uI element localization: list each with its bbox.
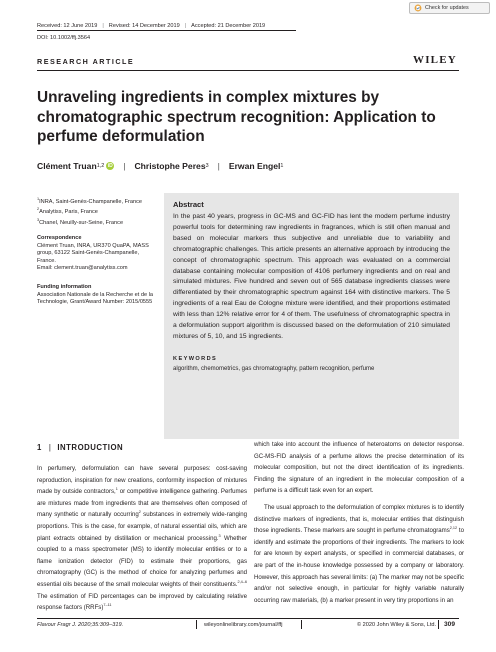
revised-date: Revised: 14 December 2019 (108, 23, 180, 29)
body-paragraph: which take into account the influence of heteroatoms on detector response. GC-MS-FID analysis of a perfume allows the precise determination of its molecular composition, but not the direct identification of its ingredients. Finding the signature of an ingredient in the molecular composition of a perfume is a difficult task even for an expert. (254, 441, 464, 495)
publisher-logo: WILEY (413, 54, 457, 66)
citation-link[interactable]: 7–11 (103, 603, 112, 608)
author-name[interactable]: Christophe Peres (134, 161, 206, 171)
footer-divider (438, 620, 439, 629)
keywords-heading: KEYWORDS (173, 355, 218, 362)
funding-heading: Funding information (37, 284, 92, 290)
journal-url-link[interactable]: wileyonlinelibrary.com/journal/ffj (204, 622, 283, 628)
body-column-left (37, 463, 247, 614)
footer-rule (37, 618, 459, 619)
accepted-date: Accepted: 21 December 2019 (191, 23, 266, 29)
article-dates (37, 23, 265, 29)
author-affiliation-sup: 1,2 (96, 163, 105, 169)
body-paragraph: The usual approach to the deformulation of complex mixtures is to identify distinctive markers of ingredients, that is, molecular entities that distinguish those ingredients. These markers are sought in perfume chromatograms$^{2,12}$ to identify and estimate the proportions of their ingredients. The markers to look for are known by expert analysts, or specified in commercial databases, or are part of the in-house knowledge possessed by a company or laboratory. However, this approach has several limits: (a) The marker may not be specific and/or not selective enough, in particular for highly variable naturally occurring raw materials, (b) a marker present in very tiny proportions in an (254, 503, 464, 604)
date-divider: | (102, 23, 104, 29)
section-title: INTRODUCTION (57, 443, 124, 452)
article-type-label: RESEARCH ARTICLE (37, 57, 135, 66)
author-divider: | (217, 161, 220, 171)
body-column-right (254, 439, 464, 606)
section-number: 1 (37, 443, 42, 452)
page-number: 309 (444, 621, 456, 628)
body-paragraph: In perfumery, deformulation can have several purposes: cost-saving reproduction, inspiration for new creations, conformity inspection of mixtures made by outside contractors,$^1$ or competitive intelligence gathering. Perfumes are mixtures made from ingredients that are themselves often composed of many synthetic or naturally occurring$^2$ substances in extremely wide-ranging proportions. This is the case, for example, of natural essential oils, which are plant extracts obtained by distillation or mechanical processing.$^3$ Whether coupled to a mass spectrometer (MS) to identify molecular entities or to a flame ionization detector (FID) to estimate their proportions, gas chromatography (GC) is the method of choice for analyzing perfumes and essential oils because of the small molecular weights of their constituents.$^{2,4-6}$ The estimation of FID percentages can be improved by calculating relative response factors (RRFs)$^{7-11}$ (37, 465, 247, 612)
affiliation-item: $^2$Analytiss, Paris, France (37, 207, 98, 216)
affiliation-item: $^1$INRA, Saint-Genès-Champanelle, France (37, 197, 143, 205)
received-date: Received: 12 June 2019 (37, 23, 98, 29)
check-for-updates-button[interactable] (409, 2, 490, 14)
footer-divider (301, 620, 302, 629)
correspondence-block (37, 243, 157, 273)
keywords-list: algorithm, chemometrics, gas chromatography, pattern recognition, perfume (173, 365, 375, 372)
funding-text: Association Nationale de la Recherche et de la Technologie, Grant/Award Number: 2015/0555 (37, 292, 153, 306)
header-rule (37, 30, 296, 31)
citation-link[interactable]: 2,4–6 (237, 579, 247, 584)
author-affiliation-sup: 3 (205, 163, 209, 169)
copyright-text: © 2020 John Wiley & Sons, Ltd. (357, 622, 437, 628)
section-heading (37, 443, 123, 452)
author-list (37, 161, 283, 171)
author-name[interactable]: Erwan Engel (228, 161, 281, 171)
doi-link[interactable]: DOI: 10.1002/ffj.3564 (37, 35, 91, 41)
author-affiliation-sup: 1 (280, 163, 284, 169)
abstract-box (164, 193, 459, 439)
orcid-icon[interactable]: iD (107, 163, 113, 169)
abstract-text: In the past 40 years, progress in GC-MS and GC-FID has lent the modern perfume industry powerful tools for determining raw ingredients in fragrances, which is still often manual and based on molecular markers thus subjective and unreliable due to variability and chromatographic challenges. This article presents an alternative approach by introducing the concept of chromatographic spectrum. This approach was evaluated on a commercial database containing molecular composition of 4106 perfumery ingredients and on real and simulated mixtures. Five hundred and seven out of 565 database ingredients classes were differentiated by their chromatographic spectrum against 164 with distinctive markers. The 5 ingredients of a real Eau de Cologne mixture were identified, and their proportions estimated with less than 12% relative error for 4 of them. The usefulness of chromatographic spectra in a deformulation support algorithm is discussed based on the deformulation of 210 simulated mixtures of 5, 10, and 15 ingredients. (173, 213, 450, 340)
citation-link[interactable]: 2,12 (449, 526, 458, 531)
author-name[interactable]: Clément Truan (37, 161, 97, 171)
check-for-updates-label: Check for updates (425, 5, 469, 11)
section-divider: | (48, 443, 52, 452)
check-updates-icon (414, 4, 422, 12)
footer-divider (196, 620, 197, 629)
correspondence-text: Clément Truan, INRA, UR370 QuaPA, MASS group, 63122 Saint-Genès-Champanelle, France. (37, 243, 149, 264)
citation-link[interactable]: 3 (218, 533, 221, 538)
citation-link[interactable]: 1 (115, 487, 118, 492)
correspondence-email[interactable]: Email: clement.truan@analytiss.com (37, 265, 128, 272)
date-divider: | (184, 23, 187, 29)
top-rule (37, 70, 459, 71)
affiliation-item: $^3$Chanel, Neuilly-sur-Seine, France (37, 217, 124, 226)
journal-citation: Flavour Fragr J. 2020;35:309–319. (37, 622, 124, 628)
affiliations (37, 196, 157, 227)
abstract-heading: Abstract (173, 200, 204, 209)
correspondence-heading: Correspondence (37, 235, 82, 241)
author-divider: | (123, 161, 126, 171)
citation-link[interactable]: 2 (138, 510, 141, 515)
paper-title: Unraveling ingredients in complex mixtures by chromatographic spectrum recognition: Application to perfume deformulation (37, 89, 436, 145)
